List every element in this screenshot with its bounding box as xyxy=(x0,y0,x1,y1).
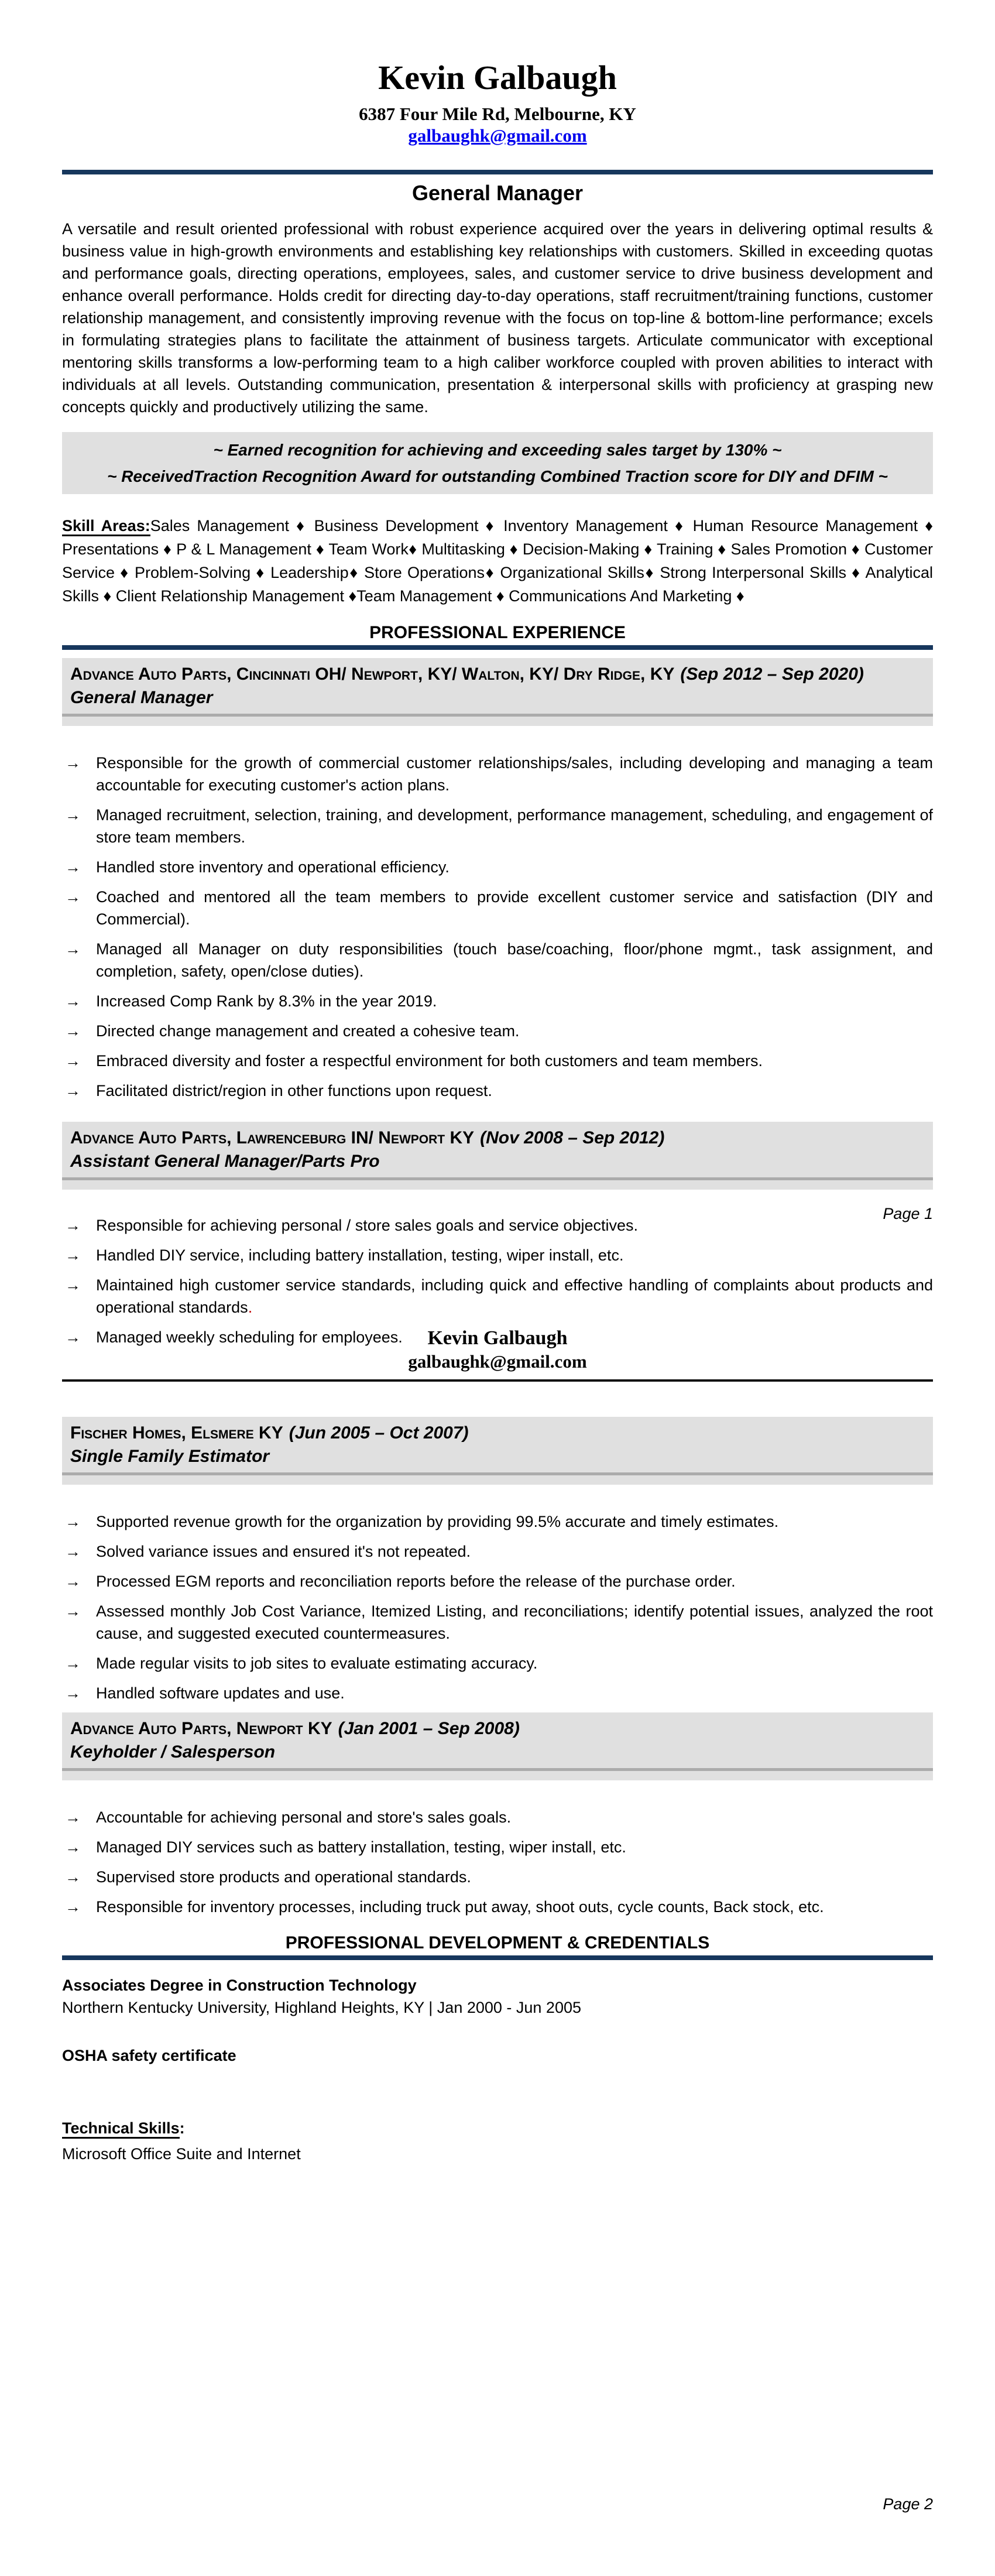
arrow-bullet-icon: → xyxy=(65,888,81,906)
certificate-line: OSHA safety certificate xyxy=(62,2047,236,2064)
bullet-text: Accountable for achieving personal and store's sales goals. xyxy=(96,1808,512,1826)
bullet-text: Processed EGM reports and reconciliation reports before the release of the purchase order. xyxy=(96,1573,736,1590)
arrow-bullet-icon: → xyxy=(65,1808,81,1826)
bullet-text: Responsible for the growth of commercial customer relationships/sales, including developing and managing a team accountable for executing customer's action plans. xyxy=(96,754,933,794)
technical-skills-text: Microsoft Office Suite and Internet xyxy=(62,2145,301,2163)
job-divider xyxy=(62,1177,933,1180)
job-bullet-list xyxy=(62,1806,933,1918)
arrow-bullet-icon: → xyxy=(65,754,81,772)
bullet-text-body: Maintained high customer service standards, including quick and effective handling of complaints about products and operational standards xyxy=(96,1276,933,1316)
candidate-email-row xyxy=(62,125,933,146)
bullet-item xyxy=(62,856,933,878)
job-company-line xyxy=(70,1422,925,1444)
bullet-text: Made regular visits to job sites to evaluate estimating accuracy. xyxy=(96,1654,538,1672)
bullet-text: Directed change management and created a cohesive team. xyxy=(96,1022,520,1040)
bullet-item xyxy=(62,1682,933,1704)
bullet-item xyxy=(62,1214,933,1236)
job-divider xyxy=(62,1768,933,1771)
technical-skills-colon: : xyxy=(179,2119,185,2137)
bullet-item xyxy=(62,1080,933,1102)
job-dates: (Jun 2005 – Oct 2007) xyxy=(289,1423,469,1443)
job-header-block xyxy=(62,1712,933,1780)
job-header-block xyxy=(62,1122,933,1190)
bullet-item xyxy=(62,886,933,930)
document-title: General Manager xyxy=(411,181,584,205)
bullet-text: Managed DIY services such as battery installation, testing, wiper install, etc. xyxy=(96,1838,626,1856)
bullet-item xyxy=(62,1896,933,1918)
bullet-text: Solved variance issues and ensured it's not repeated. xyxy=(96,1543,471,1560)
professional-summary: A versatile and result oriented professional with robust experience acquired over the years in delivering optimal results & business value in high-growth environments and establishing key relationships with customers. Skilled in exceeding quotas and performance goals, directing operations, employees, sales, and customer service to drive business development and enhance overall performance. Holds credit for directing day-to-day operations, staff recruitment/training functions, customer relationship management, and consistently improving revenue with the focus on top-line & bottom-line performance; excels in formulating strategies plans to facilitate the attainment of business targets. Articulate communicator with exceptional mentoring skills transforms a low-performing team to a high caliber workforce coupled with proven abilities to interact with individuals at all levels. Outstanding communication, presentation & interpersonal skills with proficiency at grasping new concepts quickly and productively utilizing the same. xyxy=(62,220,933,416)
technical-skills-label: Technical Skills xyxy=(62,2119,180,2139)
bullet-item xyxy=(62,1510,933,1533)
arrow-bullet-icon: → xyxy=(65,1684,81,1702)
bullet-text: Managed recruitment, selection, training, and development, performance management, scheduling, and engagement of store team members. xyxy=(96,806,933,846)
job-bullet-list xyxy=(62,1510,933,1704)
candidate-address: 6387 Four Mile Rd, Melbourne, KY xyxy=(359,104,636,124)
arrow-bullet-icon: → xyxy=(65,1602,81,1620)
bullet-item xyxy=(62,1836,933,1858)
bullet-item xyxy=(62,1020,933,1042)
job-dates: (Sep 2012 – Sep 2020) xyxy=(680,664,864,684)
job-company: Advance Auto Parts, Cincinnati OH/ Newport, KY/ Walton, KY/ Dry Ridge, KY xyxy=(70,664,675,684)
job-company: Fischer Homes, Elsmere KY xyxy=(70,1423,283,1443)
bullet-text: Embraced diversity and foster a respectful environment for both customers and team members. xyxy=(96,1052,763,1070)
job-header-block xyxy=(62,1417,933,1485)
section-heading-credentials: PROFESSIONAL DEVELOPMENT & CREDENTIALS xyxy=(285,1933,710,1952)
job-company-line xyxy=(70,663,925,685)
red-period: . xyxy=(248,1299,253,1316)
section-heading-experience: PROFESSIONAL EXPERIENCE xyxy=(369,623,626,642)
job-company-line xyxy=(70,1718,925,1739)
arrow-bullet-icon: → xyxy=(65,1838,81,1856)
job-divider xyxy=(62,1472,933,1475)
bullet-text: Managed all Manager on duty responsibilities (touch base/coaching, floor/phone mgmt., task assignment, and completion, safety, open/close duties). xyxy=(96,940,933,980)
bullet-item xyxy=(62,938,933,982)
section-divider xyxy=(62,645,933,650)
bullet-item xyxy=(62,804,933,848)
arrow-bullet-icon: → xyxy=(65,1022,81,1040)
arrow-bullet-icon: → xyxy=(65,992,81,1010)
bullet-item xyxy=(62,1600,933,1645)
degree-title: Associates Degree in Construction Technology xyxy=(62,1976,417,1994)
header-divider xyxy=(62,1379,933,1382)
bullet-item xyxy=(62,1866,933,1888)
arrow-bullet-icon: → xyxy=(65,806,81,824)
achievements-box xyxy=(62,432,933,494)
bullet-text: Responsible for inventory processes, including truck put away, shoot outs, cycle counts, Back stock, etc. xyxy=(96,1898,824,1916)
bullet-item xyxy=(62,752,933,796)
technical-skills-label-row xyxy=(62,2117,933,2139)
school-line: Northern Kentucky University, Highland Heights, KY | Jan 2000 - Jun 2005 xyxy=(62,1999,581,2016)
skill-areas-label: Skill Areas: xyxy=(62,517,150,536)
job-company: Advance Auto Parts, Lawrenceburg IN/ Newport KY xyxy=(70,1128,475,1147)
arrow-bullet-icon: → xyxy=(65,1217,81,1234)
bullet-text: Supervised store products and operational standards. xyxy=(96,1868,471,1886)
arrow-bullet-icon: → xyxy=(65,940,81,958)
arrow-bullet-icon: → xyxy=(65,1052,81,1070)
skill-areas-list: Sales Management ♦ Business Development ♦ Inventory Management ♦ Human Resource Management ♦ Presentations ♦ P & L Management ♦ Team Work♦ Multitasking ♦ Decision-Making ♦ Training ♦ Sales Promotion ♦ Customer Service ♦ Problem-Solving ♦ Leadership♦ Store Operations♦ Organizational Skills♦ Strong Interpersonal Skills ♦ Analytical Skills ♦ Client Relationship Management ♦Team Management ♦ Communications And Marketing ♦ xyxy=(62,517,934,605)
job-title: Keyholder / Salesperson xyxy=(70,1742,276,1762)
bullet-item xyxy=(62,1050,933,1072)
bullet-text: Managed weekly scheduling for employees. xyxy=(96,1328,403,1346)
bullet-text: Handled DIY service, including battery installation, testing, wiper install, etc. xyxy=(96,1246,624,1264)
arrow-bullet-icon: → xyxy=(65,1573,81,1590)
bullet-item xyxy=(62,1652,933,1674)
job-title: Single Family Estimator xyxy=(70,1447,270,1466)
arrow-bullet-icon: → xyxy=(65,1328,81,1346)
arrow-bullet-icon: → xyxy=(65,1082,81,1099)
achievement-line: ~ Earned recognition for achieving and exceeding sales target by 130% ~ xyxy=(213,441,782,459)
resume-page-2 xyxy=(0,1288,995,2576)
job-company-line xyxy=(70,1127,925,1149)
bullet-text: Assessed monthly Job Cost Variance, Itemized Listing, and reconciliations; identify potential issues, analyzed the root cause, and suggested executed countermeasures. xyxy=(96,1602,933,1642)
bullet-item xyxy=(62,1806,933,1828)
arrow-bullet-icon: → xyxy=(65,1543,81,1560)
bullet-text: Coached and mentored all the team members to provide excellent customer service and satisfaction (DIY and Commercial). xyxy=(96,888,933,928)
bullet-text: Supported revenue growth for the organization by providing 99.5% accurate and timely estimates. xyxy=(96,1513,779,1530)
bullet-item xyxy=(62,1540,933,1563)
arrow-bullet-icon: → xyxy=(65,1513,81,1530)
arrow-bullet-icon: → xyxy=(65,858,81,876)
job-bullet-list xyxy=(62,752,933,1102)
job-divider xyxy=(62,714,933,717)
arrow-bullet-icon: → xyxy=(65,1276,81,1294)
section-divider xyxy=(62,1955,933,1960)
job-dates: (Nov 2008 – Sep 2012) xyxy=(480,1128,665,1147)
job-header-block xyxy=(62,658,933,726)
bullet-item xyxy=(62,1244,933,1266)
bullet-text: Facilitated district/region in other functions upon request. xyxy=(96,1082,492,1099)
job-dates: (Jan 2001 – Sep 2008) xyxy=(338,1719,520,1738)
job-company: Advance Auto Parts, Newport KY xyxy=(70,1719,332,1738)
page-number: Page 2 xyxy=(883,2495,933,2513)
arrow-bullet-icon: → xyxy=(65,1898,81,1916)
email-link[interactable]: galbaughk@gmail.com xyxy=(408,125,587,146)
page-number: Page 1 xyxy=(883,1205,933,1222)
bullet-text: Handled software updates and use. xyxy=(96,1684,345,1702)
candidate-name: Kevin Galbaugh xyxy=(378,59,617,97)
arrow-bullet-icon: → xyxy=(65,1246,81,1264)
bullet-text: Handled store inventory and operational efficiency. xyxy=(96,858,450,876)
bullet-item xyxy=(62,1570,933,1592)
header-divider xyxy=(62,170,933,174)
arrow-bullet-icon: → xyxy=(65,1868,81,1886)
candidate-email: galbaughk@gmail.com xyxy=(408,1351,587,1372)
achievement-line: ~ ReceivedTraction Recognition Award for outstanding Combined Traction score for DIY and DFIM ~ xyxy=(107,467,888,485)
job-title: General Manager xyxy=(70,688,213,707)
bullet-text: Responsible for achieving personal / store sales goals and service objectives. xyxy=(96,1217,639,1234)
arrow-bullet-icon: → xyxy=(65,1654,81,1672)
candidate-name: Kevin Galbaugh xyxy=(427,1327,568,1349)
job-title: Assistant General Manager/Parts Pro xyxy=(70,1152,380,1171)
bullet-text: Increased Comp Rank by 8.3% in the year 2019. xyxy=(96,992,437,1010)
bullet-item xyxy=(62,990,933,1012)
skill-areas xyxy=(62,514,933,608)
